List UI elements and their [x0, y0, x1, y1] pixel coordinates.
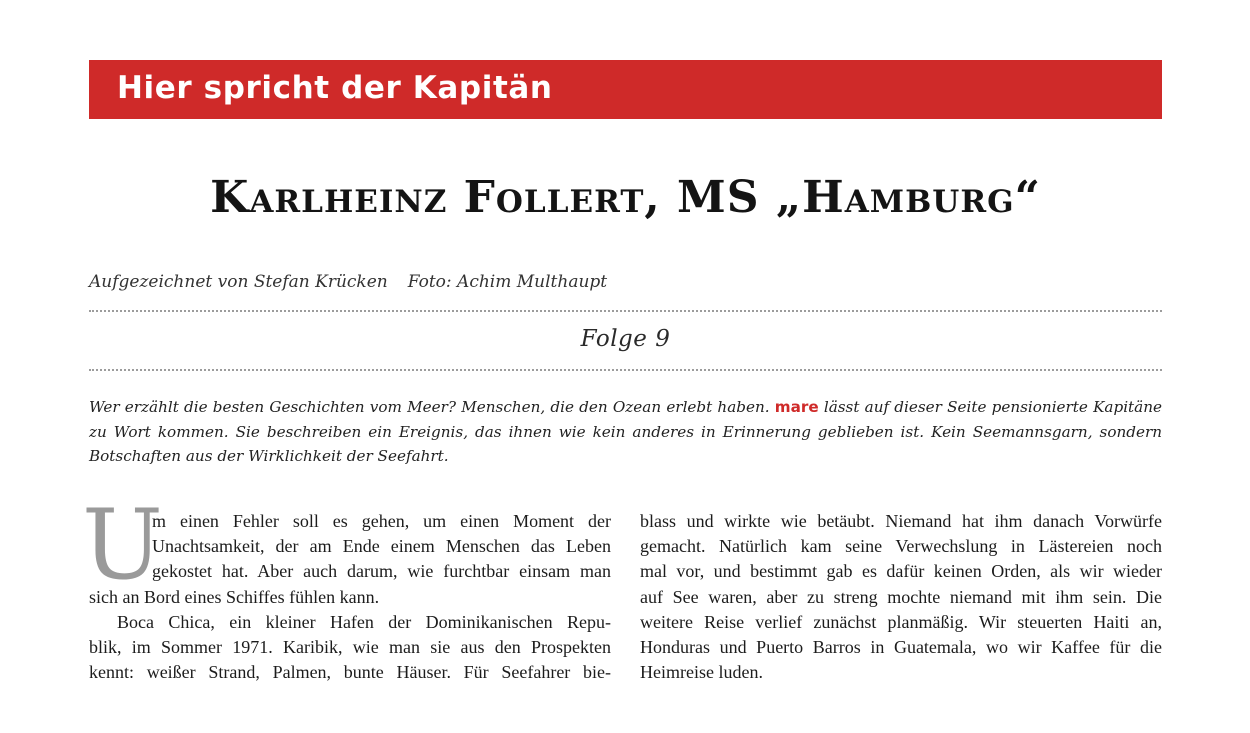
intro-paragraph [89, 395, 1162, 469]
section-title: Hier spricht der Kapitän [117, 70, 553, 106]
body-line: blik, im Sommer 1971. Karibik, wie man sie aus den Prospekten [89, 636, 611, 657]
body-line: Unachtsamkeit, der am Ende einem Menschen das Leben [152, 536, 611, 557]
body-line: m einen Fehler soll es gehen, um einen Moment der [152, 511, 611, 531]
body-line: auf See waren, aber zu streng mochte niemand mit ihm sein. Die [640, 586, 1162, 607]
dotted-divider-bottom [89, 369, 1162, 371]
article-headline: Karlheinz Follert, MS „Hamburg“ [210, 172, 1041, 223]
byline-photo-credit: Foto: Achim Multhaupt [407, 272, 608, 292]
drop-cap: U [82, 489, 163, 601]
section-banner [89, 60, 1162, 119]
episode-label: Folge 9 [580, 326, 671, 352]
body-line: gekostet hat. Aber auch darum, wie furchtbar einsam man [152, 561, 611, 582]
body-line: Boca Chica, ein kleiner Hafen der Dominikanischen Repu- [117, 611, 611, 632]
body-line: mal vor, und bestimmt gab es dafür keinen Orden, als wir wieder [640, 561, 1162, 582]
intro-text-start: Wer erzählt die besten Geschichten vom Meer? Menschen, die den Ozean erlebt haben. [89, 398, 775, 416]
body-line: Honduras und Puerto Barros in Guatemala, wo wir Kaffee für die [640, 636, 1162, 657]
body-line: Heimreise luden. [640, 662, 763, 683]
brand-name: mare [774, 398, 819, 416]
dotted-divider-top [89, 310, 1162, 312]
body-column-left [89, 509, 611, 685]
body-line: gemacht. Natürlich kam seine Verwechslung in Lästereien noch [640, 536, 1162, 557]
body-line: sich an Bord eines Schiffes fühlen kann. [89, 586, 380, 607]
body-column-right [640, 509, 1162, 685]
body-line: blass und wirkte wie betäubt. Niemand hat ihm danach Vorwürfe [640, 511, 1162, 531]
byline [89, 272, 607, 292]
byline-author: Aufgezeichnet von Stefan Krücken [89, 272, 388, 292]
body-line: kennt: weißer Strand, Palmen, bunte Häuser. Für Seefahrer bie- [89, 662, 611, 683]
body-line: weitere Reise verlief zunächst planmäßig. Wir steuerten Haiti an, [640, 611, 1162, 632]
intro-text-end: lässt auf dieser Seite pensionierte Kapitäne zu Wort kommen. Sie beschreiben ein Ereignis, das ihnen wie kein anderes in Erinnerung geblieben ist. Kein Seemannsgarn, sondern Botschaften aus der Wirklichkeit der Seefahrt. [89, 398, 1162, 465]
